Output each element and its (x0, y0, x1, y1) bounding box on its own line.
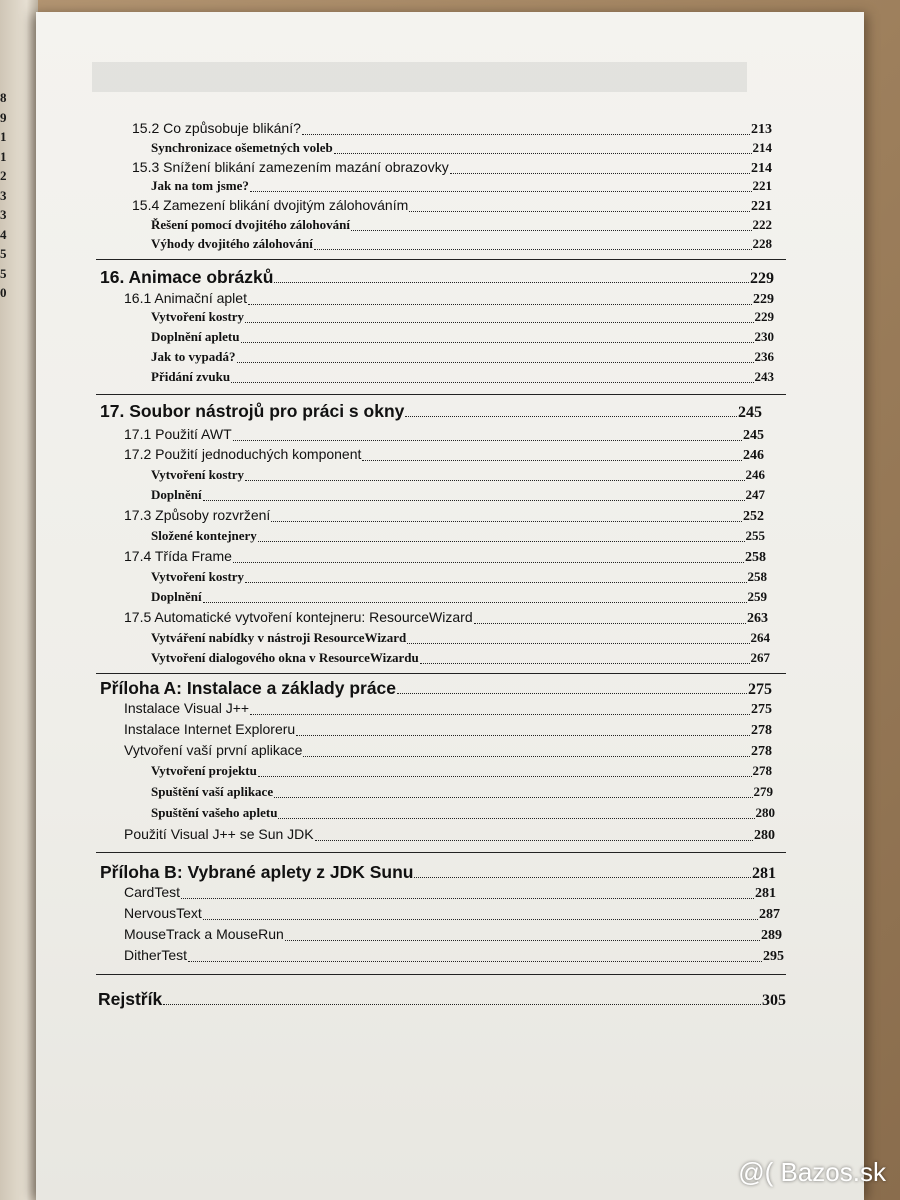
toc-entry-page: 255 (745, 528, 765, 543)
toc-entry-title: Synchronizace ošemetných voleb (151, 140, 333, 155)
leader-dots (203, 919, 758, 920)
edge-number: 5 (0, 265, 7, 281)
leader-dots (420, 663, 750, 664)
toc-entry-title: 15.3 Snížení blikání zamezením mazání obrazovky (132, 159, 449, 175)
leader-dots (233, 440, 742, 441)
toc-entry-16-1-d (151, 369, 774, 385)
section-divider (96, 974, 786, 975)
toc-entry-title: Vytvoření kostry (151, 467, 245, 482)
toc-entry-title: 17.2 Použití jednoduchých komponent (124, 446, 362, 462)
toc-entry-title: 17.1 Použití AWT (124, 426, 232, 442)
leader-dots (409, 211, 750, 212)
leader-dots (245, 480, 744, 481)
toc-entry-page: 264 (750, 630, 770, 645)
toc-appendix-a (100, 678, 772, 699)
toc-index (98, 989, 786, 1010)
toc-chapter-16 (100, 267, 774, 288)
bazos-watermark: @( Bazos.sk (738, 1157, 886, 1187)
toc-entry-a-3 (124, 742, 772, 760)
edge-number: 1 (0, 129, 7, 144)
toc-entry-15-2-a (151, 140, 772, 156)
leader-dots (285, 940, 760, 941)
toc-chapter-page: 275 (748, 681, 772, 698)
toc-entry-title: Vytvoření projektu (151, 763, 257, 778)
leader-dots (250, 191, 752, 192)
toc-entry-title: 15.2 Co způsobuje blikání? (132, 120, 301, 136)
leader-dots (250, 714, 750, 715)
toc-entry-page: 258 (747, 569, 767, 584)
toc-entry-title: Řešení pomocí dvojitého zálohování (151, 217, 350, 232)
toc-entry-17-3 (124, 507, 764, 525)
toc-entry-page: 258 (745, 550, 766, 565)
leader-dots (362, 460, 742, 461)
leader-dots (203, 500, 745, 501)
toc-chapter-title: Příloha B: Vybrané aplety z JDK Sunu (100, 862, 414, 882)
leader-dots (397, 693, 747, 694)
toc-entry-page: 267 (750, 650, 770, 665)
leader-dots (241, 342, 754, 343)
toc-entry-a-2 (124, 721, 772, 739)
toc-entry-page: 281 (755, 886, 776, 901)
toc-entry-page: 280 (754, 828, 775, 843)
toc-chapter-page: 305 (762, 992, 786, 1009)
leader-dots (245, 322, 753, 323)
toc-entry-page: 295 (763, 949, 784, 964)
toc-entry-page: 278 (752, 763, 772, 778)
toc-entry-page: 243 (754, 369, 774, 384)
leader-dots (203, 602, 747, 603)
toc-entry-17-4-a (151, 569, 767, 585)
toc-entry-17-2-a (151, 467, 765, 483)
toc-entry-a-1 (124, 700, 772, 718)
toc-entry-b-3 (124, 926, 782, 944)
leader-dots (237, 362, 754, 363)
toc-entry-title: Vytvoření kostry (151, 569, 245, 584)
left-page-edge-numbers (0, 88, 10, 303)
toc-entry-page: 278 (751, 744, 772, 759)
toc-entry-page: 279 (753, 784, 773, 799)
toc-entry-title: Spuštění vašeho apletu (151, 805, 278, 820)
leader-dots (405, 416, 737, 417)
leader-dots (407, 643, 749, 644)
leader-dots (233, 562, 744, 563)
toc-entry-title: Vytvoření kostry (151, 309, 245, 324)
leader-dots (334, 153, 752, 154)
leader-dots (303, 756, 750, 757)
toc-entry-title: Instalace Visual J++ (124, 700, 250, 716)
toc-chapter-title: Rejstřík (98, 989, 163, 1009)
leader-dots (302, 134, 750, 135)
edge-number: 1 (0, 148, 7, 164)
edge-number: 3 (0, 207, 7, 222)
toc-entry-page: 246 (743, 448, 764, 463)
leader-dots (414, 877, 751, 878)
toc-entry-title: Doplnění (151, 487, 202, 502)
toc-entry-page: 247 (745, 487, 765, 502)
toc-entry-17-1 (124, 426, 764, 444)
toc-entry-title: Přidání zvuku (151, 369, 231, 384)
toc-entry-15-2 (132, 120, 772, 138)
toc-entry-page: 246 (745, 467, 765, 482)
toc-entry-page: 229 (753, 292, 774, 307)
toc-chapter-17 (100, 401, 762, 422)
toc-entry-17-5 (124, 609, 768, 627)
leader-dots (314, 249, 752, 250)
toc-entry-title: Spuštění vaší aplikace (151, 784, 274, 799)
leader-dots (474, 623, 746, 624)
toc-entry-page: 229 (754, 309, 774, 324)
edge-number: 3 (0, 187, 7, 203)
toc-entry-title: Použití Visual J++ se Sun JDK (124, 826, 314, 842)
section-divider (96, 259, 786, 260)
toc-entry-page: 245 (743, 428, 764, 443)
toc-entry-16-1-c (151, 349, 774, 365)
toc-entry-17-4 (124, 548, 766, 566)
toc-entry-16-1-b (151, 329, 774, 345)
toc-entry-page: 280 (755, 805, 775, 820)
toc-entry-title: Jak to vypadá? (151, 349, 236, 364)
toc-entry-page: 259 (747, 589, 767, 604)
leader-dots (351, 230, 752, 231)
toc-entry-page: 236 (754, 349, 774, 364)
leader-dots (245, 582, 746, 583)
toc-entry-title: Instalace Internet Exploreru (124, 721, 296, 737)
toc-chapter-title: Příloha A: Instalace a základy práce (100, 678, 397, 698)
toc-entry-a-3-c (151, 805, 775, 821)
toc-entry-title: Výhody dvojitého zálohování (151, 236, 313, 251)
toc-entry-16-1-a (151, 309, 774, 325)
leader-dots (274, 282, 749, 283)
toc-entry-15-3 (132, 159, 772, 177)
toc-entry-page: 289 (761, 928, 782, 943)
edge-number: 2 (0, 168, 7, 183)
toc-entry-page: 278 (751, 723, 772, 738)
toc-entry-page: 214 (752, 140, 772, 155)
toc-entry-page: 221 (751, 199, 772, 214)
toc-entry-b-1 (124, 884, 776, 902)
toc-entry-title: DitherTest (124, 947, 188, 963)
toc-entry-page: 213 (751, 122, 772, 137)
leader-dots (258, 776, 752, 777)
section-divider (96, 852, 786, 853)
toc-entry-b-4 (124, 947, 784, 965)
toc-chapter-title: 16. Animace obrázků (100, 267, 274, 287)
leader-dots (181, 898, 754, 899)
toc-entry-15-3-a (151, 178, 772, 194)
leader-dots (296, 735, 750, 736)
toc-entry-15-4-b (151, 236, 772, 252)
toc-entry-page: 275 (751, 702, 772, 717)
toc-entry-a-3-b (151, 784, 773, 800)
toc-chapter-title: 17. Soubor nástrojů pro práci s okny (100, 401, 405, 421)
leader-dots (271, 521, 742, 522)
toc-entry-title: 15.4 Zamezení blikání dvojitým zálohováním (132, 197, 409, 213)
toc-entry-a-3-a (151, 763, 772, 779)
leader-dots (248, 304, 752, 305)
leader-dots (231, 382, 753, 383)
leader-dots (258, 541, 745, 542)
toc-entry-b-2 (124, 905, 780, 923)
toc-entry-title: Jak na tom jsme? (151, 178, 249, 193)
toc-entry-16-1 (124, 290, 774, 308)
toc-entry-17-5-a (151, 630, 770, 646)
toc-entry-15-4-a (151, 217, 772, 233)
toc-entry-page: 230 (754, 329, 774, 344)
toc-entry-17-4-b (151, 589, 767, 605)
leader-dots (315, 840, 753, 841)
toc-entry-title: MouseTrack a MouseRun (124, 926, 284, 942)
leader-dots (188, 961, 762, 962)
edge-number: 9 (0, 109, 7, 125)
toc-entry-title: CardTest (124, 884, 181, 900)
toc-chapter-page: 229 (750, 270, 774, 287)
toc-entry-title: 17.5 Automatické vytvoření kontejneru: ResourceWizard (124, 609, 473, 625)
toc-entry-15-4 (132, 197, 772, 215)
toc-entry-title: NervousText (124, 905, 202, 921)
toc-chapter-page: 281 (752, 865, 776, 882)
edge-number: 4 (0, 226, 7, 242)
toc-entry-page: 221 (752, 178, 772, 193)
toc-entry-title: 16.1 Animační aplet (124, 290, 247, 306)
book-page (36, 12, 864, 1200)
toc-entry-page: 214 (751, 161, 772, 176)
toc-entry-page: 228 (752, 236, 772, 251)
toc-entry-title: Doplnění (151, 589, 202, 604)
edge-number: 0 (0, 285, 7, 300)
toc-entry-page: 263 (747, 611, 768, 626)
toc-entry-title: Vytváření nabídky v nástroji ResourceWizard (151, 630, 407, 645)
toc-entry-title: 17.4 Třída Frame (124, 548, 232, 564)
toc-entry-a-4 (124, 826, 775, 844)
toc-entry-17-2 (124, 446, 764, 464)
toc-entry-page: 287 (759, 907, 780, 922)
toc-entry-title: Vytvoření dialogového okna v ResourceWizardu (151, 650, 419, 665)
toc-entry-17-3-a (151, 528, 765, 544)
toc-entry-title: Doplnění apletu (151, 329, 240, 344)
toc-entry-title: 17.3 Způsoby rozvržení (124, 507, 271, 523)
section-divider (96, 673, 786, 674)
leader-dots (450, 173, 750, 174)
show-through-band (92, 62, 747, 92)
edge-number: 8 (0, 90, 7, 105)
toc-entry-17-5-b (151, 650, 770, 666)
leader-dots (278, 818, 754, 819)
toc-appendix-b (100, 862, 776, 883)
toc-entry-17-2-b (151, 487, 765, 503)
toc-chapter-page: 245 (738, 404, 762, 421)
leader-dots (163, 1004, 761, 1005)
edge-number: 5 (0, 246, 7, 261)
toc-entry-page: 252 (743, 509, 764, 524)
toc-entry-title: Složené kontejnery (151, 528, 257, 543)
section-divider (96, 394, 786, 395)
toc-entry-page: 222 (752, 217, 772, 232)
leader-dots (274, 797, 752, 798)
toc-entry-title: Vytvoření vaší první aplikace (124, 742, 303, 758)
